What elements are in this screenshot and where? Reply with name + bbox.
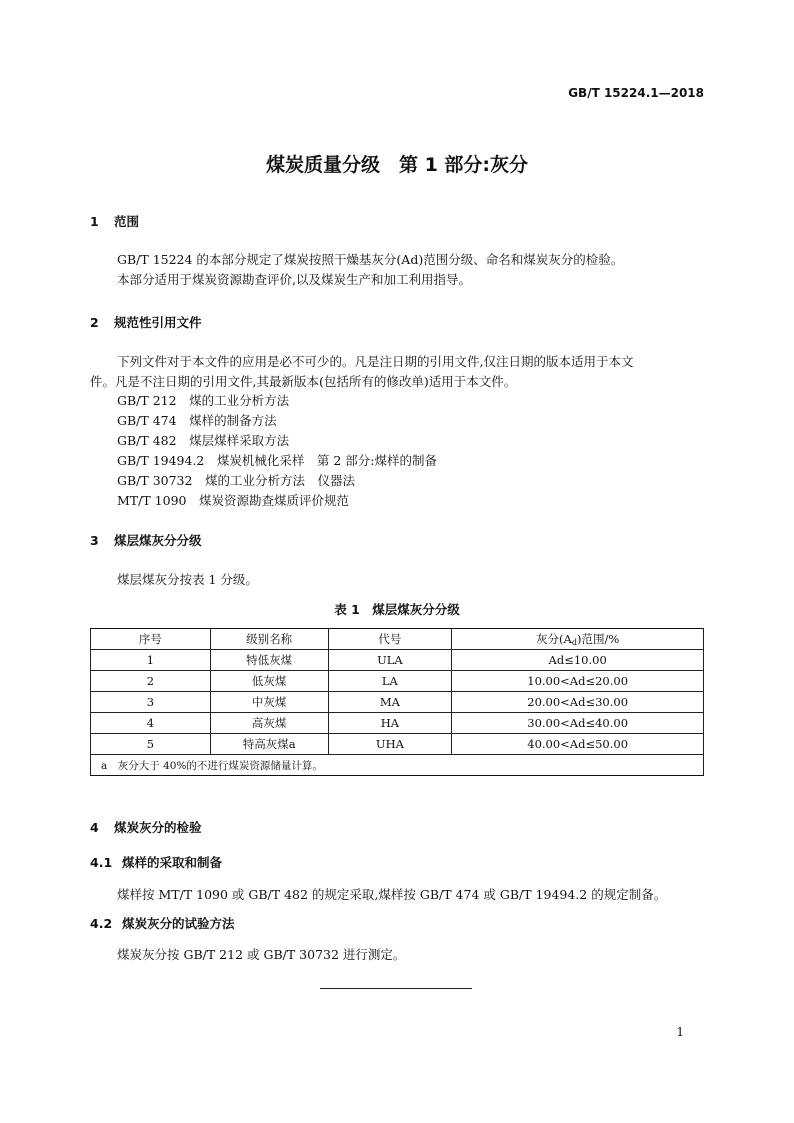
header-seq: 序号 [91,629,211,650]
subsection-4-1-para: 煤样按 MT/T 1090 或 GB/T 482 的规定采取,煤样按 GB/T 474 或 GB/T 19494.2 的规定制备。 [117,887,667,902]
header-name: 级别名称 [210,629,328,650]
section-1-para-1: GB/T 15224 的本部分规定了煤炭按照干燥基灰分(Ad)范围分级、命名和煤炭灰分的检验。 [117,252,624,267]
cell-name: 中灰煤 [210,692,328,713]
section-number: 1 [90,214,99,229]
reference-item [117,471,355,489]
subsection-number: 4.2 [90,916,113,931]
cell-seq: 4 [91,713,211,734]
table-row [91,671,704,692]
cell-code: HA [328,713,452,734]
header-range-post: )范围/% [576,632,620,646]
cell-code: LA [328,671,452,692]
cell-seq: 1 [91,650,211,671]
subsection-4-2-heading [90,914,235,932]
cell-code: UHA [328,734,452,755]
reference-item [117,391,289,409]
section-4-heading [90,818,202,836]
reference-name: 煤样的制备方法 [189,413,277,428]
reference-code: GB/T 30732 [117,473,193,488]
section-title: 煤层煤灰分分级 [114,533,202,548]
reference-item [117,491,349,509]
reference-code: MT/T 1090 [117,493,187,508]
section-number: 2 [90,315,99,330]
section-2-intro-line-2: 件。凡是不注日期的引用文件,其最新版本(包括所有的修改单)适用于本文件。 [90,374,517,389]
reference-item [117,431,289,449]
table-header-row [91,629,704,650]
header-range-pre: 灰分(A [536,632,572,646]
cell-range: Ad≤10.00 [452,650,704,671]
cell-name: 高灰煤 [210,713,328,734]
cell-range: 30.00<Ad≤40.00 [452,713,704,734]
standard-code: GB/T 15224.1—2018 [568,86,704,100]
table-note-row [91,755,704,776]
section-title: 规范性引用文件 [114,315,202,330]
document-title: 煤炭质量分级 第 1 部分:灰分 [265,154,529,176]
reference-code: GB/T 482 [117,433,177,448]
reference-code: GB/T 474 [117,413,177,428]
table-caption: 表 1 煤层煤灰分分级 [334,602,460,617]
cell-seq: 5 [91,734,211,755]
cell-seq: 3 [91,692,211,713]
table-footnote: a 灰分大于 40%的不进行煤炭资源储量计算。 [91,755,704,776]
cell-range: 10.00<Ad≤20.00 [452,671,704,692]
cell-code: MA [328,692,452,713]
subsection-title: 煤炭灰分的试验方法 [122,916,235,931]
subsection-4-1-heading [90,853,222,871]
ash-grade-table [90,628,704,776]
reference-item [117,451,437,469]
section-3-para: 煤层煤灰分按表 1 分级。 [117,572,258,587]
section-title: 煤炭灰分的检验 [114,820,202,835]
reference-item [117,411,277,429]
section-title: 范围 [114,214,140,229]
subsection-title: 煤样的采取和制备 [122,855,223,870]
subsection-number: 4.1 [90,855,113,870]
reference-code: GB/T 212 [117,393,177,408]
cell-name: 特高灰煤a [210,734,328,755]
table-row [91,734,704,755]
cell-code: ULA [328,650,452,671]
header-range [452,629,704,650]
section-2-intro-line-1: 下列文件对于本文件的应用是必不可少的。凡是注日期的引用文件,仅注日期的版本适用于本文 [117,354,634,369]
table-row [91,650,704,671]
reference-name: 煤的工业分析方法 [189,393,290,408]
section-number: 4 [90,820,99,835]
cell-name: 特低灰煤 [210,650,328,671]
reference-name: 煤炭资源勘查煤质评价规范 [199,493,350,508]
end-rule [320,988,472,989]
section-1-heading [90,212,139,230]
reference-code: GB/T 19494.2 [117,453,205,468]
cell-range: 20.00<Ad≤30.00 [452,692,704,713]
section-3-heading [90,531,202,549]
subsection-4-2-para: 煤炭灰分按 GB/T 212 或 GB/T 30732 进行测定。 [117,947,406,962]
reference-name: 煤的工业分析方法 仪器法 [204,473,355,488]
page-number: 1 [676,1025,684,1039]
reference-name: 煤炭机械化采样 第 2 部分:煤样的制备 [216,453,438,468]
table-row [91,713,704,734]
section-number: 3 [90,533,99,548]
section-2-heading [90,313,202,331]
cell-range: 40.00<Ad≤50.00 [452,734,704,755]
header-code: 代号 [328,629,452,650]
table-row [91,692,704,713]
reference-name: 煤层煤样采取方法 [189,433,290,448]
cell-name: 低灰煤 [210,671,328,692]
section-1-para-2: 本部分适用于煤炭资源勘查评价,以及煤炭生产和加工利用指导。 [117,272,471,287]
header-range-sub: d [571,638,577,647]
cell-seq: 2 [91,671,211,692]
